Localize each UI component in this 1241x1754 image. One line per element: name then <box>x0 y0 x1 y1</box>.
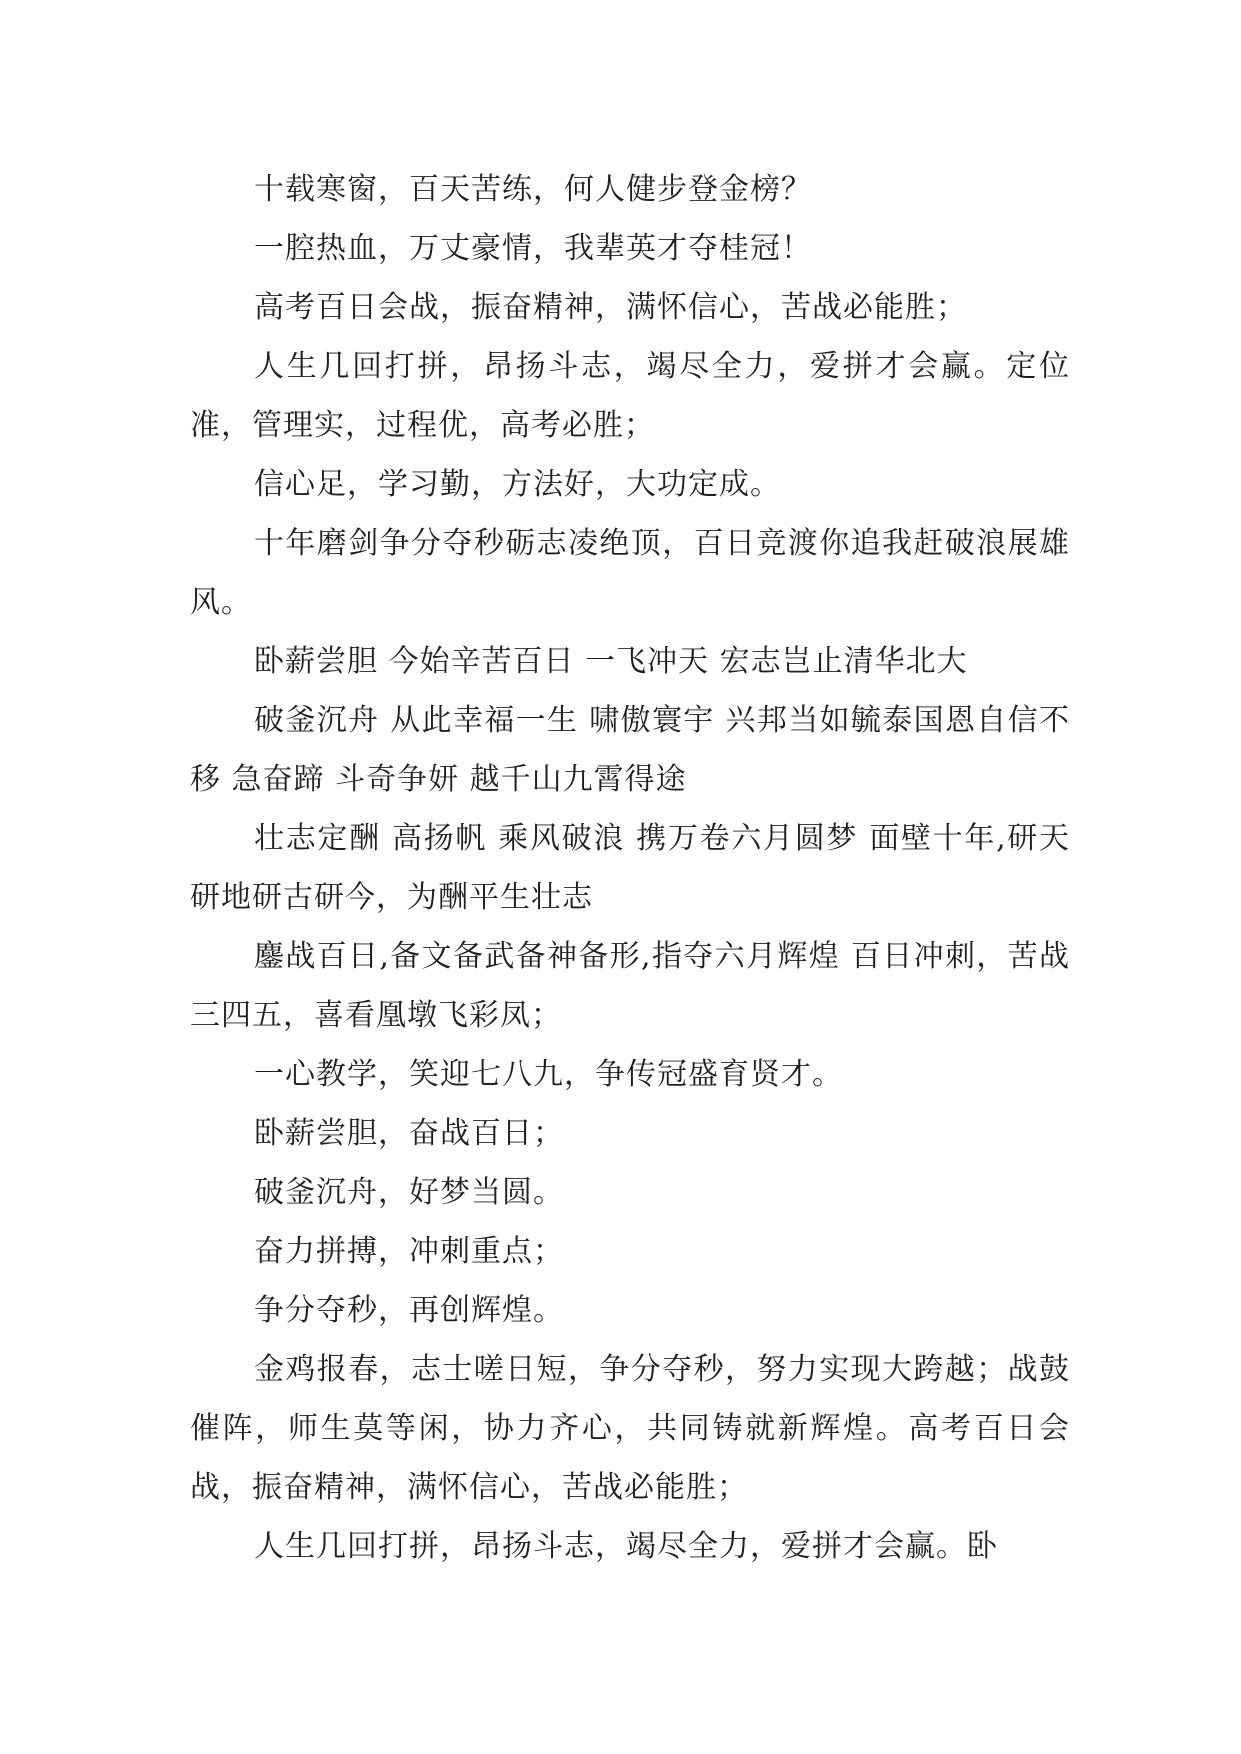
paragraph: 卧薪尝胆，奋战百日； <box>254 1116 564 1151</box>
paragraph: 鏖战百日,备文备武备神备形,指夺六月辉煌 百日冲刺，苦战三四五，喜看凰墩飞彩凤； <box>190 939 1070 1033</box>
paragraph: 破釜沉舟 从此幸福一生 啸傲寰宇 兴邦当如毓泰国恩自信不移 急奋蹄 斗奇争妍 越千山九霄得途 <box>190 703 1070 797</box>
paragraph: 信心足，学习勤，方法好，大功定成。 <box>254 467 781 502</box>
paragraph: 十载寒窗，百天苦练，何人健步登金榜？ <box>254 172 812 207</box>
paragraph: 高考百日会战，振奋精神，满怀信心，苦战必能胜； <box>254 290 967 325</box>
paragraph: 人生几回打拼，昂扬斗志，竭尽全力，爱拼才会赢。定位准，管理实，过程优，高考必胜； <box>190 349 1070 443</box>
paragraph: 人生几回打拼，昂扬斗志，竭尽全力，爱拼才会赢。卧 <box>254 1529 998 1564</box>
paragraph: 破釜沉舟，好梦当圆。 <box>254 1175 564 1210</box>
paragraph: 卧薪尝胆 今始辛苦百日 一飞冲天 宏志岂止清华北大 <box>254 644 968 679</box>
paragraph: 一腔热血，万丈豪情，我辈英才夺桂冠！ <box>254 231 812 266</box>
paragraph: 一心教学，笑迎七八九，争传冠盛育贤才。 <box>254 1057 843 1092</box>
paragraph: 奋力拼搏，冲刺重点； <box>254 1234 564 1269</box>
paragraph: 金鸡报春，志士嗟日短，争分夺秒，努力实现大跨越；战鼓催阵，师生莫等闲，协力齐心，共同铸就新辉煌。高考百日会战，振奋精神，满怀信心，苦战必能胜； <box>190 1352 1070 1505</box>
paragraph: 壮志定酬 高扬帆 乘风破浪 携万卷六月圆梦 面壁十年,研天研地研古研今，为酬平生壮志 <box>190 821 1070 915</box>
paragraph: 争分夺秒，再创辉煌。 <box>254 1293 564 1328</box>
document-page <box>190 160 1070 1576</box>
paragraph: 十年磨剑争分夺秒砺志凌绝顶，百日竞渡你追我赶破浪展雄风。 <box>190 526 1070 620</box>
